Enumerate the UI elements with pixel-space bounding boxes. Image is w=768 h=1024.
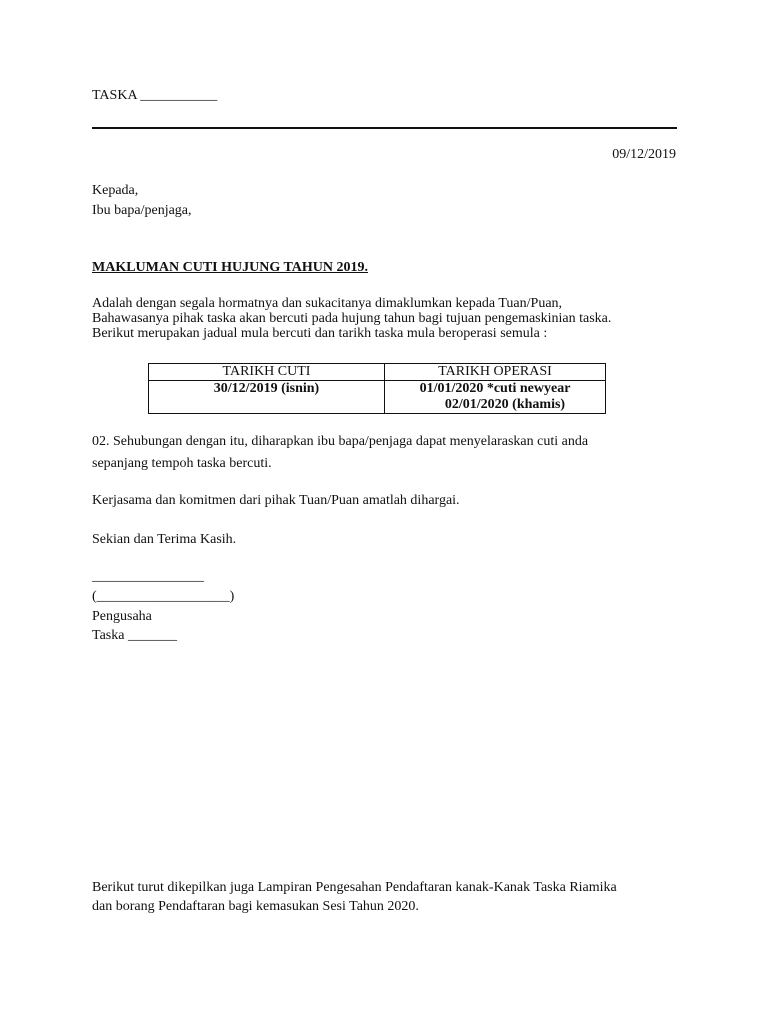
cell-tarikh-cuti: 30/12/2019 (isnin)	[149, 381, 385, 414]
footer-line-1: Berikut turut dikepilkan juga Lampiran Pengesahan Pendaftaran kanak-Kanak Taska Riamika	[92, 880, 617, 895]
schedule-table	[148, 363, 606, 414]
para2-line-1: 02. Sehubungan dengan itu, diharapkan ibu bapa/penjaga dapat menyelaraskan cuti anda	[92, 434, 589, 449]
header-divider	[92, 127, 677, 129]
table-header-row	[149, 364, 606, 381]
letter-title: MAKLUMAN CUTI HUJUNG TAHUN 2019.	[92, 260, 368, 275]
closing-text: Sekian dan Terima Kasih.	[92, 532, 237, 547]
footer-line-2: dan borang Pendaftaran bagi kemasukan Sesi Tahun 2020.	[92, 899, 419, 914]
signature-line: ________________	[92, 569, 204, 584]
intro-line-1: Adalah dengan segala hormatnya dan sukacitanya dimaklumkan kepada Tuan/Puan,	[92, 296, 563, 311]
signature-name: (___________________)	[92, 589, 235, 604]
signature-taska: Taska _______	[92, 628, 177, 643]
taska-header: TASKA ___________	[92, 88, 218, 103]
cell-tarikh-operasi	[385, 381, 606, 414]
signature-role: Pengusaha	[92, 609, 152, 624]
intro-line-3: Berikut merupakan jadual mula bercuti dan tarikh taska mula beroperasi semula :	[92, 326, 548, 341]
intro-line-2: Bahawasanya pihak taska akan bercuti pada hujung tahun bagi tujuan pengemaskinian taska.	[92, 311, 612, 326]
header-tarikh-cuti: TARIKH CUTI	[149, 364, 385, 381]
recipient-greeting: Kepada,	[92, 183, 139, 198]
operasi-line-2: 02/01/2020 (khamis)	[444, 397, 566, 412]
letter-date: 09/12/2019	[612, 147, 676, 162]
para3: Kerjasama dan komitmen dari pihak Tuan/Puan amatlah dihargai.	[92, 493, 460, 508]
para2-line-2: sepanjang tempoh taska bercuti.	[92, 456, 272, 471]
recipient-name: Ibu bapa/penjaga,	[92, 203, 192, 218]
operasi-line-1: 01/01/2020 *cuti newyear	[419, 381, 571, 396]
header-tarikh-operasi: TARIKH OPERASI	[385, 364, 606, 381]
table-row	[149, 381, 606, 414]
